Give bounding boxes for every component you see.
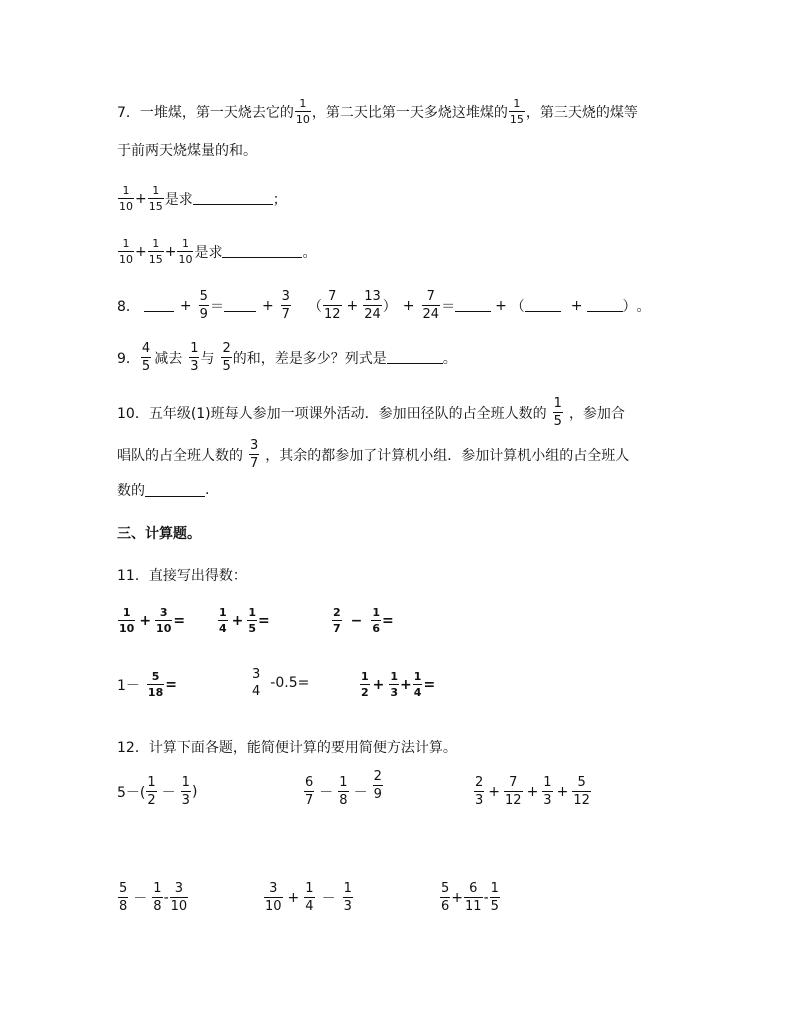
plus-sign: + [179, 297, 192, 314]
q7-sub2-frac-c: $\frac{1}{10}$ [178, 237, 193, 266]
q12-problem-4 [117, 882, 189, 913]
q8-blank-2[interactable] [224, 299, 256, 312]
operator: + [287, 889, 300, 906]
q10-end: . [205, 482, 210, 498]
fraction: $\frac{7}{12}$ [505, 775, 522, 808]
equals-sign: ＝ [441, 298, 456, 315]
fraction: $\frac{5}{8}$ [119, 881, 128, 914]
q10-fraction-1: $\frac{1}{5}$ [553, 396, 562, 429]
operator: + [372, 676, 385, 693]
equals-sign: = [173, 612, 186, 629]
fraction: $\frac{1}{4}$ [413, 670, 422, 699]
q8-blank-4[interactable] [525, 299, 561, 312]
q9-fraction-3: $\frac{2}{5}$ [222, 341, 231, 374]
q8-end: 。 [636, 298, 651, 315]
q12-problem-1 [117, 776, 197, 807]
q7-text-b: ，第二天比第一天多烧这堆煤的 [311, 104, 508, 121]
q8-fraction-3: $\frac{7}{12}$ [323, 289, 341, 322]
fraction: $\frac{1}{8}$ [153, 881, 162, 914]
q10-blank[interactable] [145, 484, 205, 497]
q9-fraction-1: $\frac{4}{5}$ [141, 341, 151, 374]
plus-sign: + [135, 190, 147, 207]
fraction: $\frac{5}{12}$ [573, 775, 590, 808]
fraction: $\frac{1}{3}$ [543, 775, 552, 808]
fraction: $\frac{1}{4}$ [219, 606, 227, 635]
operator: − [350, 612, 363, 629]
fraction: $\frac{6}{11}$ [465, 881, 482, 914]
operator: － [321, 890, 336, 907]
fraction: $\frac{2}{3}$ [475, 775, 484, 808]
equals-sign: = [165, 676, 177, 693]
q9-blank[interactable] [387, 351, 443, 364]
fraction: $\frac{2}{7}$ [333, 606, 341, 635]
equals-sign: = [258, 612, 270, 629]
fraction: $\frac{3}{10}$ [156, 606, 172, 635]
open-paren: （ [307, 298, 322, 315]
q12-problem-5 [263, 882, 354, 913]
q8-line [117, 290, 651, 321]
plus-sign: + [495, 297, 507, 314]
q7-sub1-frac-b: $\frac{1}{15}$ [148, 184, 163, 213]
q8-blank-1[interactable] [144, 299, 174, 312]
operator: + [556, 783, 569, 800]
q8-blank-3[interactable] [455, 299, 491, 312]
q10-fraction-2: $\frac{3}{7}$ [250, 438, 259, 471]
q10-line2 [117, 439, 629, 470]
fraction: $\frac{1}{2}$ [147, 775, 156, 808]
q8-blank-5[interactable] [587, 299, 623, 312]
q11-expr-1 [117, 607, 185, 634]
section-heading: 三、计算题。 [117, 526, 201, 542]
expr-tail: -0.5= [270, 675, 310, 691]
plus-sign: + [261, 297, 274, 314]
plus-sign: + [135, 243, 147, 260]
q9-text-2: 与 [200, 350, 215, 367]
plus-sign: + [346, 297, 359, 314]
q7-sub2 [117, 238, 316, 265]
q7-sub2-frac-b: $\frac{1}{15}$ [148, 237, 163, 266]
fraction: $\frac{1}{5}$ [490, 881, 499, 914]
close-paren: ) [191, 783, 198, 800]
q8-fraction-5: $\frac{7}{24}$ [422, 289, 440, 322]
q7-text-c: ，第三天烧的煤等 [525, 104, 638, 121]
q7-sub1-text: 是求 [164, 191, 193, 208]
q11-title: 11．直接写出得数： [117, 568, 247, 584]
fraction: $\frac{1}{8}$ [339, 775, 348, 808]
operator: － [353, 784, 368, 801]
q7-sub1-end: ； [272, 191, 287, 208]
q7-sub1-blank[interactable] [193, 192, 273, 205]
fraction: $\frac{1}{3}$ [390, 670, 399, 699]
fraction: $\frac{6}{7}$ [305, 775, 314, 808]
q7-sub2-frac-a: $\frac{1}{10}$ [119, 237, 133, 266]
q10-text-3: 数的 [117, 483, 145, 499]
q9-text-1: 减去 [154, 350, 183, 367]
q12-problem-6 [439, 882, 501, 913]
lead-term: 5－( [117, 784, 146, 801]
fraction: $\frac{1}{3}$ [343, 881, 352, 914]
q7-line1 [117, 98, 638, 125]
q7-sub2-blank[interactable] [222, 245, 302, 258]
q11-expr-2 [217, 607, 270, 634]
q11-expr-5 [250, 668, 309, 698]
q9-number: 9． [117, 350, 140, 367]
open-paren: （ [510, 298, 525, 315]
operator: － [161, 784, 176, 801]
operator: － [319, 784, 334, 801]
operator: + [451, 889, 464, 906]
q7-sub1 [117, 185, 287, 212]
fraction: $\frac{5}{6}$ [441, 881, 450, 914]
operator: + [526, 783, 539, 800]
q11-expr-3 [331, 607, 394, 634]
equals-sign: = [382, 612, 394, 629]
lead-term: 1－ [117, 677, 140, 694]
q7-text-a: 7．一堆煤，第一天烧去它的 [117, 104, 294, 121]
plus-sign: + [164, 243, 177, 260]
q10-line3 [117, 480, 209, 500]
q11-expr-4 [117, 671, 177, 698]
q10-text-1b: ，参加合 [568, 405, 625, 422]
fraction: $\frac{1}{2}$ [361, 670, 369, 699]
q12-problem-3 [473, 776, 592, 807]
q10-text-2a: 唱队的占全班人数的 [117, 447, 243, 464]
q8-fraction-1: $\frac{5}{9}$ [199, 289, 208, 322]
fraction: $\frac{1}{10}$ [119, 606, 135, 635]
q7-line2: 于前两天烧煤量的和。 [117, 143, 257, 159]
q9-text-3: 的和，差是多少？列式是 [232, 350, 387, 367]
q10-text-2b: ，其余的都参加了计算机小组．参加计算机小组的占全班人 [265, 447, 630, 464]
plus-sign: + [570, 297, 583, 314]
fraction: $\frac{1}{3}$ [181, 775, 190, 808]
q11-expr-6 [359, 671, 435, 698]
operator: - [483, 889, 489, 906]
fraction: $\frac{3}{10}$ [170, 881, 188, 914]
fraction: $\frac{1}{6}$ [372, 606, 381, 635]
operator: + [488, 783, 501, 800]
q9-line [117, 342, 457, 373]
q10-line1 [117, 397, 625, 428]
operator: + [139, 612, 152, 629]
fraction: 3 4 [252, 667, 261, 699]
equals-sign: ＝ [209, 298, 224, 315]
q12-title: 12．计算下面各题，能简便计算的要用简便方法计算。 [117, 740, 457, 756]
q7-sub2-end: 。 [302, 244, 317, 261]
plus-sign: + [402, 297, 415, 314]
fraction: $\frac{1}{5}$ [248, 606, 257, 635]
q10-text-1a: 10．五年级(1)班每人参加一项课外活动．参加田径队的占全班人数的 [117, 405, 547, 422]
q8-fraction-2: $\frac{3}{7}$ [281, 289, 290, 322]
operator: - [163, 889, 169, 906]
q12-problem-2 [303, 769, 384, 808]
q7-sub2-text: 是求 [194, 244, 223, 261]
operator: + [400, 676, 412, 693]
q7-fraction-1: $\frac{1}{10}$ [295, 97, 310, 126]
q8-fraction-4: $\frac{13}{24}$ [364, 289, 381, 322]
close-paren: ） [622, 298, 637, 315]
q9-fraction-2: $\frac{1}{3}$ [190, 341, 199, 374]
q9-end: 。 [442, 350, 457, 367]
operator: + [231, 612, 244, 629]
fraction: $\frac{2}{9}$ [373, 769, 382, 802]
q7-fraction-2: $\frac{1}{15}$ [509, 97, 524, 126]
operator: － [133, 890, 148, 907]
q7-sub1-frac-a: $\frac{1}{10}$ [119, 184, 133, 213]
fraction: $\frac{5}{18}$ [147, 670, 164, 699]
equals-sign: = [423, 676, 436, 693]
q8-number: 8． [117, 298, 140, 315]
close-paren: ） [382, 298, 397, 315]
fraction: $\frac{3}{10}$ [265, 881, 282, 914]
fraction: $\frac{1}{4}$ [305, 881, 314, 914]
